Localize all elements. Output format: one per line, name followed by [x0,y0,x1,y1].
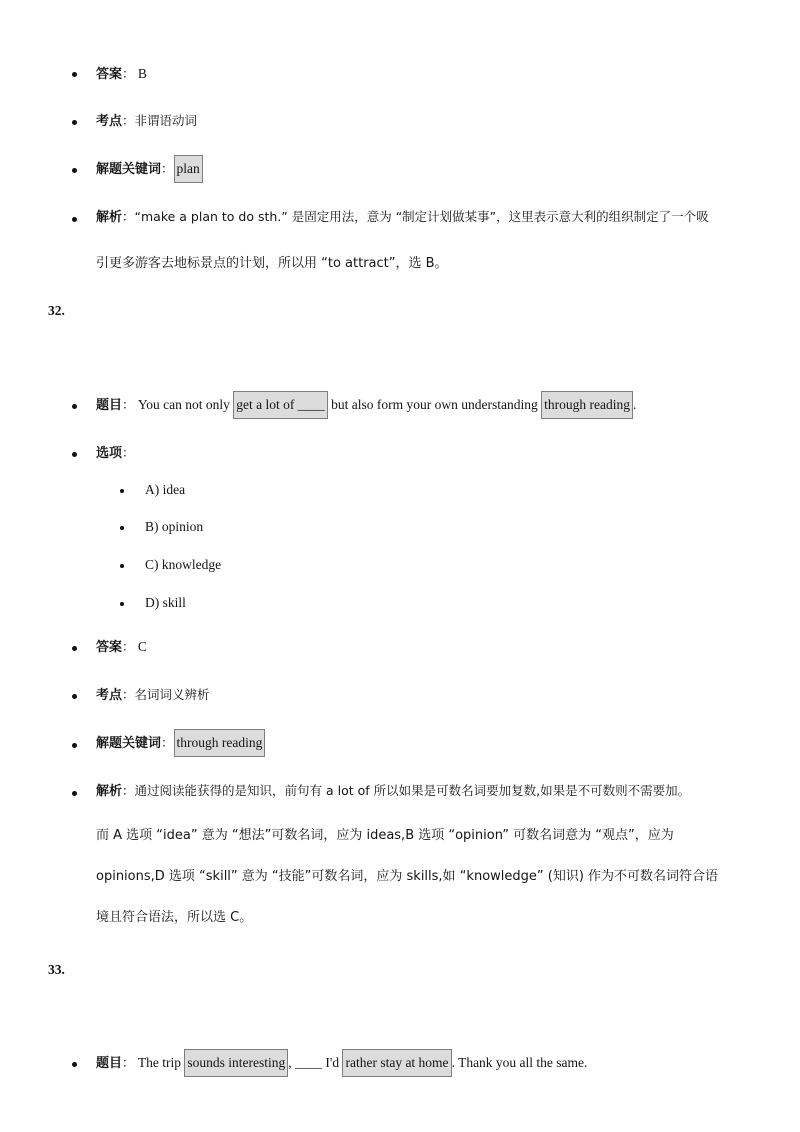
options-label: 选项 [96,446,123,461]
bullet [72,452,77,457]
bullet [72,1062,77,1067]
keyword-label: 解题关键词 [96,736,162,751]
question-line: 题目： You can not only get a lot of ____ but also form your own understanding through reading . [96,394,636,417]
point-line: 考点：名词词义辨析 [96,687,210,703]
question-highlight: get a lot of ____ [233,391,327,419]
analysis-line: 解析：通过阅读能获得的是知识，前句有 a lot of 所以如果是可数名词要加复数,如果是不可数则不需要加。 [96,783,691,799]
analysis-text: 而 A 选项 “idea” 意为 “想法”可数名词，应为 ideas,B 选项 “opinion” 可数名词意为 “观点”，应为 [96,828,674,843]
question-number: 33. [48,962,65,977]
keyword-line: 解题关键词： plan [96,158,203,181]
question-highlight: sounds interesting [184,1049,288,1077]
analysis-text: “make a plan to do sth.” 是固定用法，意为 “制定计划做某事”，这里表示意大利的组织制定了一个吸 [134,209,709,224]
analysis-text: 引更多游客去地标景点的计划，所以用 “to attract”，选 B。 [96,256,448,271]
keyword-label: 解题关键词 [96,162,162,177]
bullet [120,526,124,530]
bullet [120,489,124,493]
bullet [120,602,124,606]
question-number: 32. [48,303,65,318]
bullet [72,694,77,699]
point-line: 考点：非谓语动词 [96,113,198,129]
bullet [120,564,124,568]
option-item: B) opinion [145,519,204,534]
point-value: 非谓语动词 [134,113,198,128]
question-highlight: rather stay at home [342,1049,451,1077]
question-label: 题目 [96,398,123,413]
bullet [72,646,77,651]
keyword-highlight: through reading [174,729,266,757]
point-label: 考点 [96,688,123,703]
analysis-label: 解析 [96,210,123,225]
answer-line: 答案： B [96,66,147,82]
option-item: C) knowledge [145,557,222,572]
option-item: D) skill [145,595,186,610]
bullet [72,217,77,222]
question-label: 题目 [96,1056,123,1071]
question-line: 题目： The trip sounds interesting , ____ I'd rather stay at home . Thank you all the same. [96,1052,587,1075]
answer-value: B [137,66,147,81]
answer-label: 答案 [96,67,123,82]
bullet [72,120,77,125]
analysis-text: opinions,D 选项 “skill” 意为 “技能”可数名词，应为 skills,如 “knowledge” (知识) 作为不可数名词符合语 [96,869,719,884]
bullet [72,72,77,77]
option-item: A) idea [145,482,186,497]
analysis-label: 解析 [96,784,123,799]
bullet [72,791,77,796]
bullet [72,404,77,409]
keyword-highlight: plan [174,155,203,183]
question-highlight: through reading [541,391,633,419]
keyword-line: 解题关键词： through reading [96,732,265,755]
bullet [72,743,77,748]
point-label: 考点 [96,114,123,129]
analysis-line: 解析：“make a plan to do sth.” 是固定用法，意为 “制定计划做某事”，这里表示意大利的组织制定了一个吸 [96,209,709,225]
options-line: 选项： [96,445,135,461]
analysis-text: 通过阅读能获得的是知识，前句有 a lot of 所以如果是可数名词要加复数,如果是不可数则不需要加。 [134,783,691,798]
bullet [72,168,77,173]
answer-line: 答案： C [96,639,147,655]
answer-label: 答案 [96,640,123,655]
analysis-text: 境且符合语法，所以选 C。 [96,910,253,925]
answer-value: C [137,639,147,654]
point-value: 名词词义辨析 [134,687,210,702]
